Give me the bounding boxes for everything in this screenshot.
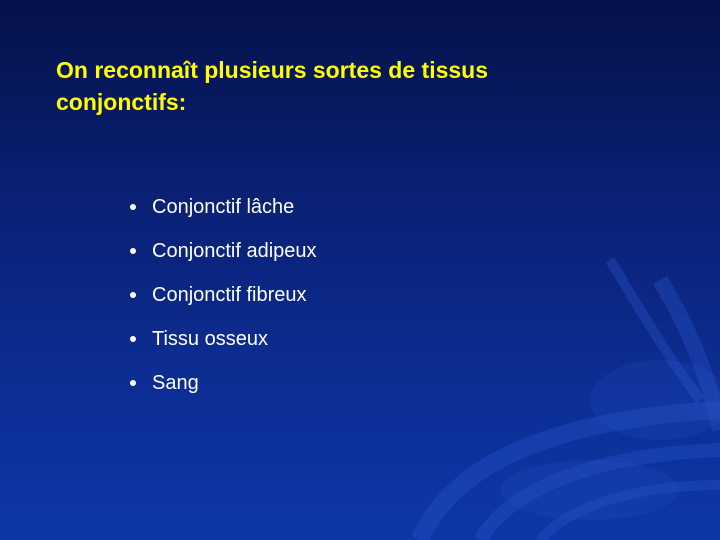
list-item (130, 185, 317, 229)
list-item (130, 273, 317, 317)
list-item-label: Conjonctif lâche (152, 195, 295, 218)
bullet-icon (130, 336, 136, 342)
background-swirl-decoration (360, 240, 720, 540)
list-item (130, 317, 317, 361)
slide-title: On reconnaît plusieurs sortes de tissus conjonctifs: (56, 57, 489, 115)
list-item (130, 229, 317, 273)
list-item-label: Tissu osseux (152, 327, 268, 350)
list-item-label: Conjonctif adipeux (152, 239, 317, 262)
list-item-label: Conjonctif fibreux (152, 283, 307, 306)
bullet-icon (130, 204, 136, 210)
bullet-icon (130, 380, 136, 386)
bullet-icon (130, 248, 136, 254)
list-item-label: Sang (152, 371, 199, 394)
bullet-icon (130, 292, 136, 298)
bullet-list (130, 185, 317, 405)
list-item (130, 361, 317, 405)
